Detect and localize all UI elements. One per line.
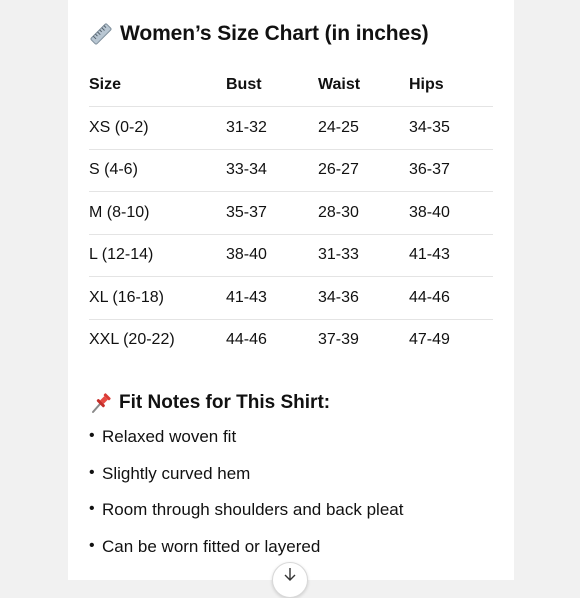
cell-size: L (12-14) <box>89 234 226 277</box>
fit-note-text: Relaxed woven fit <box>102 427 237 446</box>
table-row <box>89 319 493 361</box>
fit-notes-title <box>89 391 330 415</box>
table-row <box>89 192 493 235</box>
cell-waist: 31-33 <box>318 234 409 277</box>
pushpin-icon <box>89 391 113 415</box>
scroll-down-button[interactable] <box>272 562 308 598</box>
cell-size: S (4-6) <box>89 149 226 192</box>
bullet-icon: • <box>89 536 95 554</box>
cell-size: XXL (20-22) <box>89 331 175 349</box>
cell-hips: 38-40 <box>409 192 493 235</box>
cell-hips: 34-35 <box>409 107 493 150</box>
table-row <box>89 277 493 320</box>
cell-waist: 28-30 <box>318 192 409 235</box>
table-row <box>89 107 493 150</box>
table-row <box>89 149 493 192</box>
cell-hips: 41-43 <box>409 234 493 277</box>
table-row <box>89 234 493 277</box>
cell-bust: 33-34 <box>226 149 318 192</box>
bullet-icon: • <box>89 500 95 517</box>
cell-bust: 41-43 <box>226 277 318 320</box>
fit-notes-list <box>89 427 403 573</box>
cell-waist: 37-39 <box>318 331 359 349</box>
cell-size: M (8-10) <box>89 192 226 235</box>
fit-note-text: Can be worn fitted or layered <box>102 536 321 556</box>
bullet-icon: • <box>89 427 95 444</box>
size-chart-title-text: Women’s Size Chart (in inches) <box>120 22 429 45</box>
cell-bust: 31-32 <box>226 107 318 150</box>
arrow-down-icon <box>283 567 297 581</box>
header-size: Size <box>89 64 226 107</box>
list-item <box>89 537 403 574</box>
cell-bust: 38-40 <box>226 234 318 277</box>
cell-hips: 44-46 <box>409 277 493 320</box>
size-table <box>89 64 493 361</box>
list-item <box>89 500 403 537</box>
cell-waist: 24-25 <box>318 107 409 150</box>
fit-notes-title-text: Fit Notes for This Shirt: <box>119 392 331 413</box>
bullet-icon: • <box>89 463 95 481</box>
cell-size: XS (0-2) <box>89 107 226 150</box>
list-item <box>89 464 403 501</box>
fit-note-text: Slightly curved hem <box>102 463 251 483</box>
cell-size: XL (16-18) <box>89 277 226 320</box>
list-item <box>89 427 403 464</box>
ruler-icon <box>89 22 113 46</box>
table-header-row <box>89 64 493 107</box>
cell-hips: 47-49 <box>409 331 450 349</box>
cell-bust: 35-37 <box>226 192 318 235</box>
cell-waist: 26-27 <box>318 149 409 192</box>
header-hips: Hips <box>409 64 493 107</box>
header-waist: Waist <box>318 64 409 107</box>
cell-hips: 36-37 <box>409 149 493 192</box>
cell-bust: 44-46 <box>226 331 267 349</box>
fit-note-text: Room through shoulders and back pleat <box>102 500 404 519</box>
size-chart-title <box>89 22 429 46</box>
cell-waist: 34-36 <box>318 277 409 320</box>
header-bust: Bust <box>226 64 318 107</box>
